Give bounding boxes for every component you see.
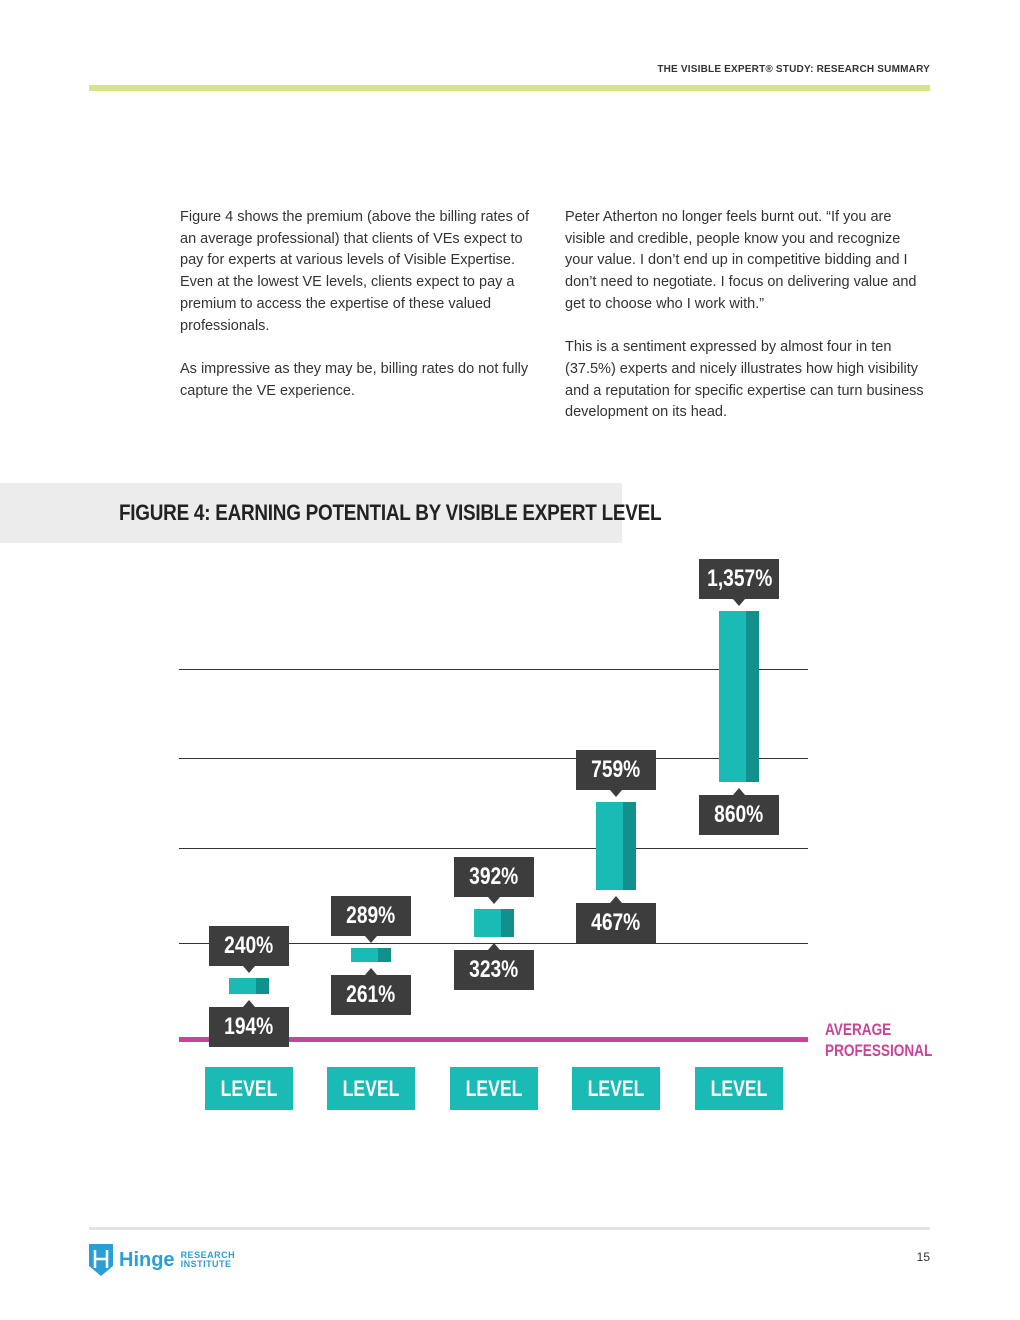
level-3-label: LEVEL 3 xyxy=(450,1067,538,1110)
gridline xyxy=(179,669,808,670)
low-value-label: 467% xyxy=(576,903,656,943)
bar-2 xyxy=(351,948,391,962)
header-rule xyxy=(89,85,930,91)
low-value-label: 261% xyxy=(331,975,411,1015)
level-2-label: LEVEL 2 xyxy=(327,1067,415,1110)
logo-sub-line: RESEARCH xyxy=(180,1250,236,1260)
logo-wordmark: Hinge xyxy=(119,1248,175,1271)
footer-rule xyxy=(89,1227,930,1230)
paragraph: Figure 4 shows the premium (above the billing rates of an average professional) that clients of VEs expect to pay for experts at various levels of Visible Expertise. Even at the lowest VE levels, clients expect to pay a premium to access the expertise of these valued professionals. xyxy=(180,209,529,334)
low-value-label: 860% xyxy=(699,795,779,835)
average-professional-label xyxy=(825,1019,932,1061)
level-1-label: LEVEL 1 xyxy=(205,1067,293,1110)
gridline xyxy=(179,758,808,759)
paragraph: Peter Atherton no longer feels burnt out. “If you are visible and credible, people know you and recognize your value. I don’t end up in competitive bidding and I don’t need to negotiate. I focus on delivering value and get to choose who I work with.” xyxy=(565,209,917,312)
running-title: THE VISIBLE EXPERT® STUDY: RESEARCH SUMMARY xyxy=(657,64,930,75)
high-value-label: 1,357% xyxy=(699,559,779,599)
logo-subtitle xyxy=(181,1251,236,1269)
low-value-label: 323% xyxy=(454,950,534,990)
left-column xyxy=(180,207,542,424)
high-value-label: 392% xyxy=(454,857,534,897)
low-value-label: 194% xyxy=(209,1007,289,1047)
figure-title: FIGURE 4: EARNING POTENTIAL BY VISIBLE EXPERT LEVEL xyxy=(119,500,662,525)
bar-1 xyxy=(229,978,269,994)
label-line: PROFESSIONAL xyxy=(825,1041,933,1060)
bar-4 xyxy=(596,802,636,890)
paragraph: As impressive as they may be, billing rates do not fully capture the VE experience. xyxy=(180,360,529,399)
level-4-label: LEVEL 4 xyxy=(572,1067,660,1110)
paragraph: This is a sentiment expressed by almost four in ten (37.5%) experts and nicely illustrates how high visibility and a reputation for specific expertise can turn business development on its head. xyxy=(565,339,924,421)
shield-icon xyxy=(89,1244,113,1276)
high-value-label: 759% xyxy=(576,750,656,790)
level-5-label: LEVEL 5 xyxy=(695,1067,783,1110)
hinge-logo xyxy=(89,1244,235,1276)
logo-sub-line: INSTITUTE xyxy=(180,1259,232,1269)
page-number: 15 xyxy=(916,1250,930,1264)
high-value-label: 289% xyxy=(331,896,411,936)
gridline xyxy=(179,848,808,849)
right-column xyxy=(565,207,927,446)
high-value-label: 240% xyxy=(209,926,289,966)
bar-3 xyxy=(474,909,514,937)
bar-5 xyxy=(719,611,759,782)
label-line: AVERAGE xyxy=(825,1020,892,1039)
